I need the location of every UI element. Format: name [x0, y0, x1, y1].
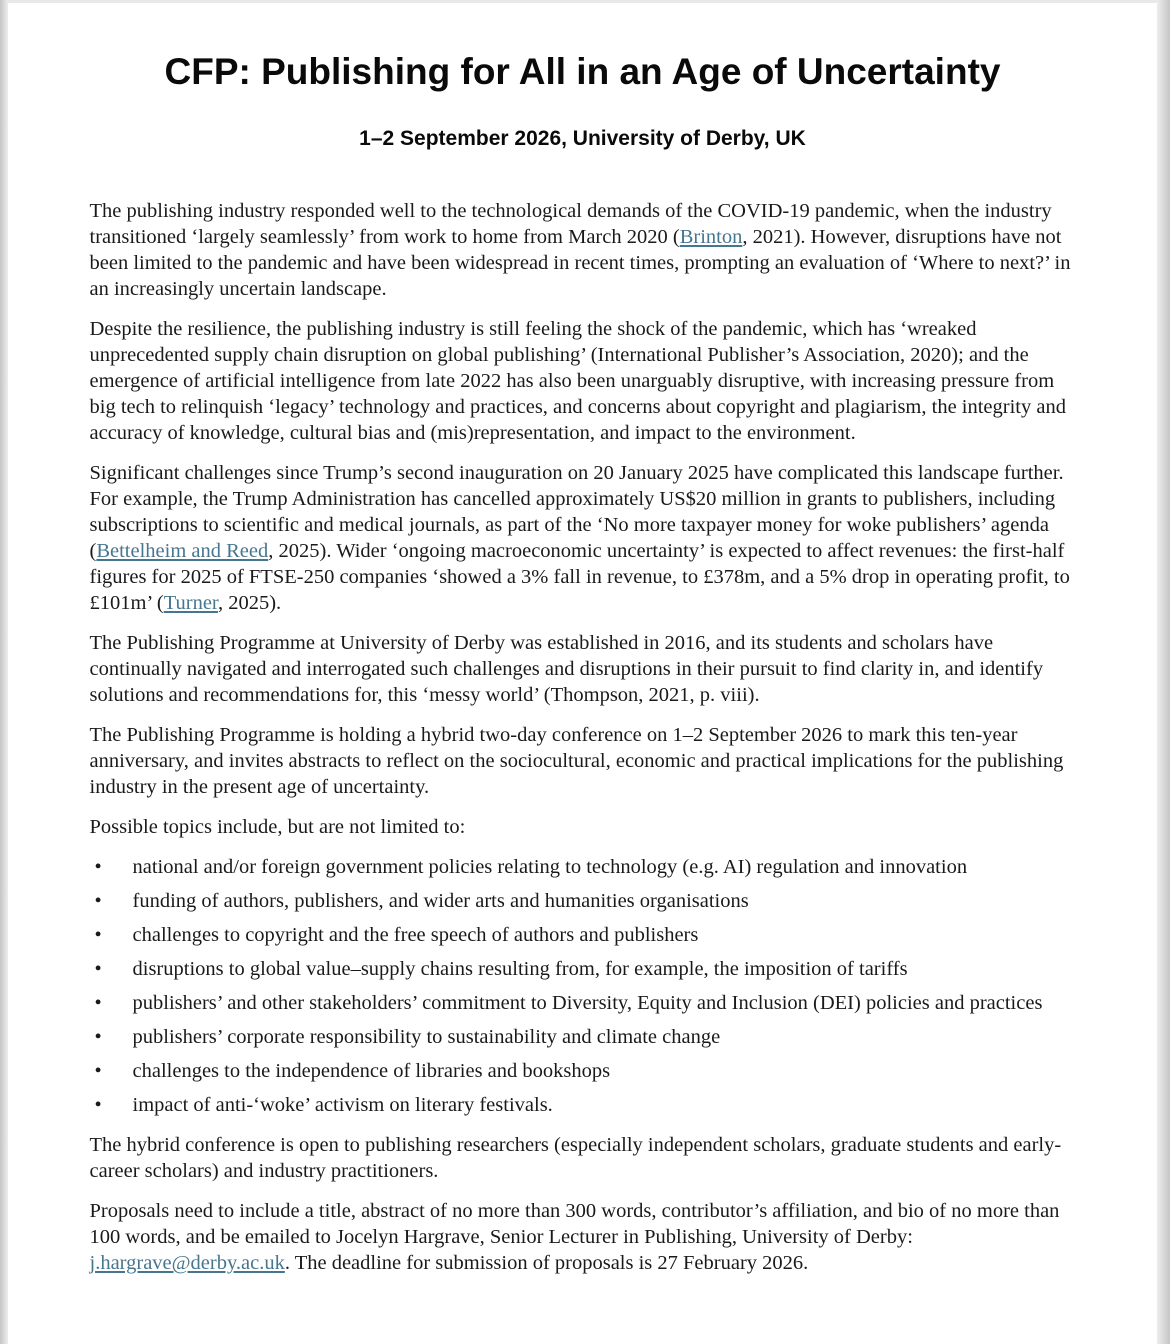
link-turner[interactable]: Turner [163, 592, 218, 614]
paragraph-challenges [90, 460, 1076, 616]
text-run: , 2025). Wider ‘ongoing macroeconomic uncertainty’ is expected to affect revenues: the first-half figures for 2025 of FTSE-250 companies ‘showed a 3% fall in revenue, to £378m, and a 5% drop in operating profit, to £101m’ ( [89, 540, 1070, 614]
text-run: . The deadline for submission of proposals is 27 February 2026. [284, 1252, 809, 1274]
text-run: The hybrid conference is open to publishing researchers (especially independent scholars, graduate students and early-career scholars) and industry practitioners. [89, 1134, 1062, 1182]
list-item: • disruptions to global value–supply chains resulting from, for example, the imposition of tariffs [90, 956, 1076, 982]
page-right-edge [1157, 0, 1170, 1344]
text-run: The Publishing Programme is holding a hybrid two-day conference on 1–2 September 2026 to mark this ten-year anniversary, and invites abstracts to reflect on the sociocultural, economic and practical implications for the publishing industry in the present age of uncertainty. [89, 724, 1064, 798]
page-subtitle: 1–2 September 2026, University of Derby, UK [359, 127, 806, 150]
text-run: Possible topics include, but are not limited to: [89, 816, 466, 838]
list-item: • funding of authors, publishers, and wider arts and humanities organisations [90, 888, 1076, 914]
text-run: , 2025). [217, 592, 282, 614]
page-left-edge [0, 0, 8, 1344]
text-run: , 2021). However, disruptions have not been limited to the pandemic and have been widespread in recent times, prompting an evaluation of ‘Where to next?’ in an increasingly uncertain landscape. [89, 226, 1071, 300]
link-bettelheim-and-reed[interactable]: Bettelheim and Reed [96, 540, 269, 562]
list-item: • challenges to copyright and the free speech of authors and publishers [90, 922, 1076, 948]
list-item: • impact of anti-‘woke’ activism on literary festivals. [90, 1092, 1076, 1118]
paragraph-submission-details [90, 1198, 1076, 1276]
paragraph-resilience [90, 316, 1076, 446]
list-item: • publishers’ corporate responsibility to sustainability and climate change [90, 1024, 1076, 1050]
paragraph-topics-lead-in [90, 814, 1076, 840]
paragraph-intro [90, 198, 1076, 302]
text-run: Despite the resilience, the publishing industry is still feeling the shock of the pandemic, which has ‘wreaked unprecedented supply chain disruption on global publishing’ (International Publisher’s Association, 2020); and the emergence of artificial intelligence from late 2022 has also been unarguably disruptive, with increasing pressure from big tech to relinquish ‘legacy’ technology and practices, and concerns about copyright and plagiarism, the integrity and accuracy of knowledge, cultural bias and (mis)representation, and impact to the environment. [89, 318, 1066, 444]
topics-list [90, 854, 1076, 1118]
document-page [8, 0, 1157, 1344]
link-email[interactable]: j.hargrave@derby.ac.uk [89, 1252, 285, 1274]
list-item: • publishers’ and other stakeholders’ commitment to Diversity, Equity and Inclusion (DEI) policies and practices [90, 990, 1076, 1016]
text-run: The publishing industry responded well to the technological demands of the COVID-19 pandemic, when the industry transitioned ‘largely seamlessly’ from work to home from March 2020 ( [89, 200, 1052, 248]
window-top-edge [0, 0, 1170, 3]
text-run: Significant challenges since Trump’s second inauguration on 20 January 2025 have complicated this landscape further. For example, the Trump Administration has cancelled approximately US$20 million in grants to publishers, including subscriptions to scientific and medical journals, as part of the ‘No more taxpayer money for woke publishers’ agenda ( [89, 462, 1064, 562]
text-run: The Publishing Programme at University of Derby was established in 2016, and its students and scholars have continually navigated and interrogated such challenges and disruptions in their pursuit to find clarity in, and identify solutions and recommendations for, this ‘messy world’ (Thompson, 2021, p. viii). [89, 632, 1044, 706]
paragraph-audience [90, 1132, 1076, 1184]
list-item: • national and/or foreign government policies relating to technology (e.g. AI) regulation and innovation [90, 854, 1076, 880]
link-brinton[interactable]: Brinton [679, 226, 743, 248]
document-body [90, 198, 1076, 1276]
paragraph-programme-history [90, 630, 1076, 708]
paragraph-conference-announcement [90, 722, 1076, 800]
list-item: • challenges to the independence of libraries and bookshops [90, 1058, 1076, 1084]
page-title: CFP: Publishing for All in an Age of Uncertainty [164, 51, 1001, 92]
text-run: Proposals need to include a title, abstract of no more than 300 words, contributor’s affiliation, and bio of no more than 100 words, and be emailed to Jocelyn Hargrave, Senior Lecturer in Publishing, University of Derby: [89, 1200, 1060, 1248]
